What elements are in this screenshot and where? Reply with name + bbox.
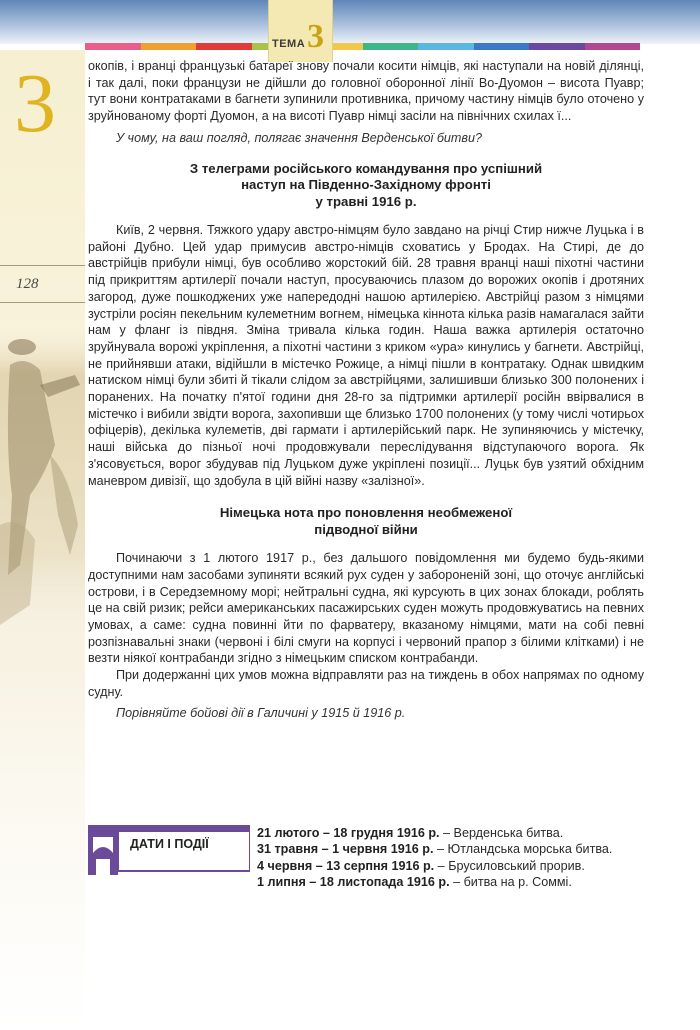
- date-event: – Верденська битва.: [439, 826, 564, 840]
- stripe: [141, 43, 197, 50]
- main-text-column: [88, 58, 644, 721]
- chapter-number: 3: [14, 57, 56, 150]
- heading-line: Німецька нота про поновлення необмеженої: [219, 505, 513, 521]
- telegram-heading: [88, 161, 644, 211]
- heading-line: наступ на Південно-Західному фронті: [241, 177, 491, 193]
- date-item: [257, 858, 627, 874]
- page-number: 128: [16, 276, 39, 292]
- date-event: – Ютландська морська битва.: [433, 842, 613, 857]
- intro-paragraph: окопів, і вранці французькі батареї знову почали косити німців, які наступали на новій ділянці, і так далі, поки французи не дійшли до головної оборонної лінії Во-Дуомон – висота Пуавр; тут вони контратаками в багнети зупинили противника, причому частину німців було оточено у зруйнованому форті Дуомон, а на висоті Пуавр німці засіли на північних схилах ї...: [88, 59, 644, 124]
- date-range: 31 травня – 1 червня 1916 р.: [257, 842, 434, 857]
- dates-title: ДАТИ І ПОДІЇ: [130, 837, 209, 851]
- color-stripe-bar: [85, 43, 640, 50]
- theme-number: 3: [307, 18, 324, 55]
- header-gradient: [0, 0, 700, 44]
- stripe: [585, 43, 641, 50]
- question-galicia: Порівняйте бойові дії в Галичині у 1915 й 1916 р.: [116, 705, 406, 720]
- note-paragraph-1: Починаючи з 1 лютого 1917 р., без дальшого повідомлення ми будемо будь-якими доступними нам засобами зупиняти всякий рух суден у забороненій зоні, що оточує англійські острови, і в Середземному морі; нейтральні судна, які курсують в цих зонах блокади, роблять це на свій ризик; рейси американських пасажирських суден можуть продовжуватись на певних умовах, а саме: судна повинні йти по фарватеру, вказаному німцями, мати на собі певні розпізнавальні знаки (червоні і білі смуги на корпусі і червоний прапор з білими клітками) і не везти ніякої контрабанди згідно з німецьким списком контрабанди.: [88, 551, 644, 666]
- date-item: [257, 825, 627, 841]
- page-number-rule-bottom: [0, 302, 85, 303]
- heading-line: підводної війни: [314, 521, 418, 537]
- date-range: 4 червня – 13 серпня 1916 р.: [257, 858, 435, 873]
- dates-and-events: [88, 825, 644, 925]
- note-paragraph-2: При додержанні цих умов можна відправляти раз на тиждень в обох напрямах по одному судну.: [88, 668, 644, 699]
- page-number-rule-top: [0, 265, 85, 266]
- date-item: [257, 841, 627, 857]
- theme-label: ТЕМА: [272, 38, 306, 50]
- stripe: [418, 43, 474, 50]
- date-item: [257, 874, 627, 890]
- stripe: [529, 43, 585, 50]
- date-event: – битва на р. Соммі.: [449, 874, 572, 889]
- stripe: [85, 43, 141, 50]
- date-range: 21 лютого – 18 грудня 1916 р.: [257, 826, 440, 840]
- note-heading: [88, 505, 644, 538]
- question-verdun: У чому, на ваш погляд, полягає значення Верденської битви?: [116, 130, 482, 145]
- stripe: [474, 43, 530, 50]
- date-event: – Брусиловський прорив.: [434, 858, 585, 873]
- telegram-text: Київ, 2 червня. Тяжкого удару австро-німцям було завдано на річці Стир нижче Луцька і в районі Дубно. Цей удар примусив австро-німців сховатись у Бродах. На Стирі, де до австрійців прибули німці, був особливо жорстокий бій. 28 травня вранці наші піхотні частини під прикриттям артилерії почали наступ, просуваючись плазом до ворожих окопів і дротяних загород, дуже пошкоджених уже напередодні нашою артилерією. Австрійці разом з німцями зустріли росіян пекельним кулеметним вогнем, німецька кіннота кілька разів намагалася зайти нам у фланг із півдня. Зміна тривала кілька годин. Наша важка артилерія остаточно зруйнувала ворожі укріплення, а піхотні частини з криком «ура» кинулись у багнети. Австрійці, не прийнявши атаки, відійшли в містечко Рожице, а німці пішли в контратаку. Однак швидким натиском німці були збиті й тікали слідом за австрійцями, залишивши близько 300 полонених і поранених. На початку п'ятої години дня 28-го за підтримки артилерії російн ввірвалися в містечко і вибили звідти ворога, захопивши ще близько 1700 полонених (у тому числі чотирьох офіцерів), декілька кулеметів, дві гармати і артилерійський парк. Не зупиняючись у містечку, наші війська до пізньої ночі продовжували переслідування відступаючого ворога. Як з'ясовується, ворог збудував під Луцьком дуже укріплені позиції... Луцьк був узятий обхідним маневром дивізії, що здобула в цій війні назву «залізної».: [88, 223, 644, 488]
- stripe: [363, 43, 419, 50]
- date-range: 1 липня – 18 листопада 1916 р.: [257, 874, 450, 889]
- stripe: [196, 43, 252, 50]
- dates-list: [257, 825, 627, 890]
- heading-line: у травні 1916 р.: [315, 193, 417, 209]
- sepia-battle-illustration: [0, 325, 85, 655]
- heading-line: З телеграми російського командування про успішний: [189, 160, 543, 176]
